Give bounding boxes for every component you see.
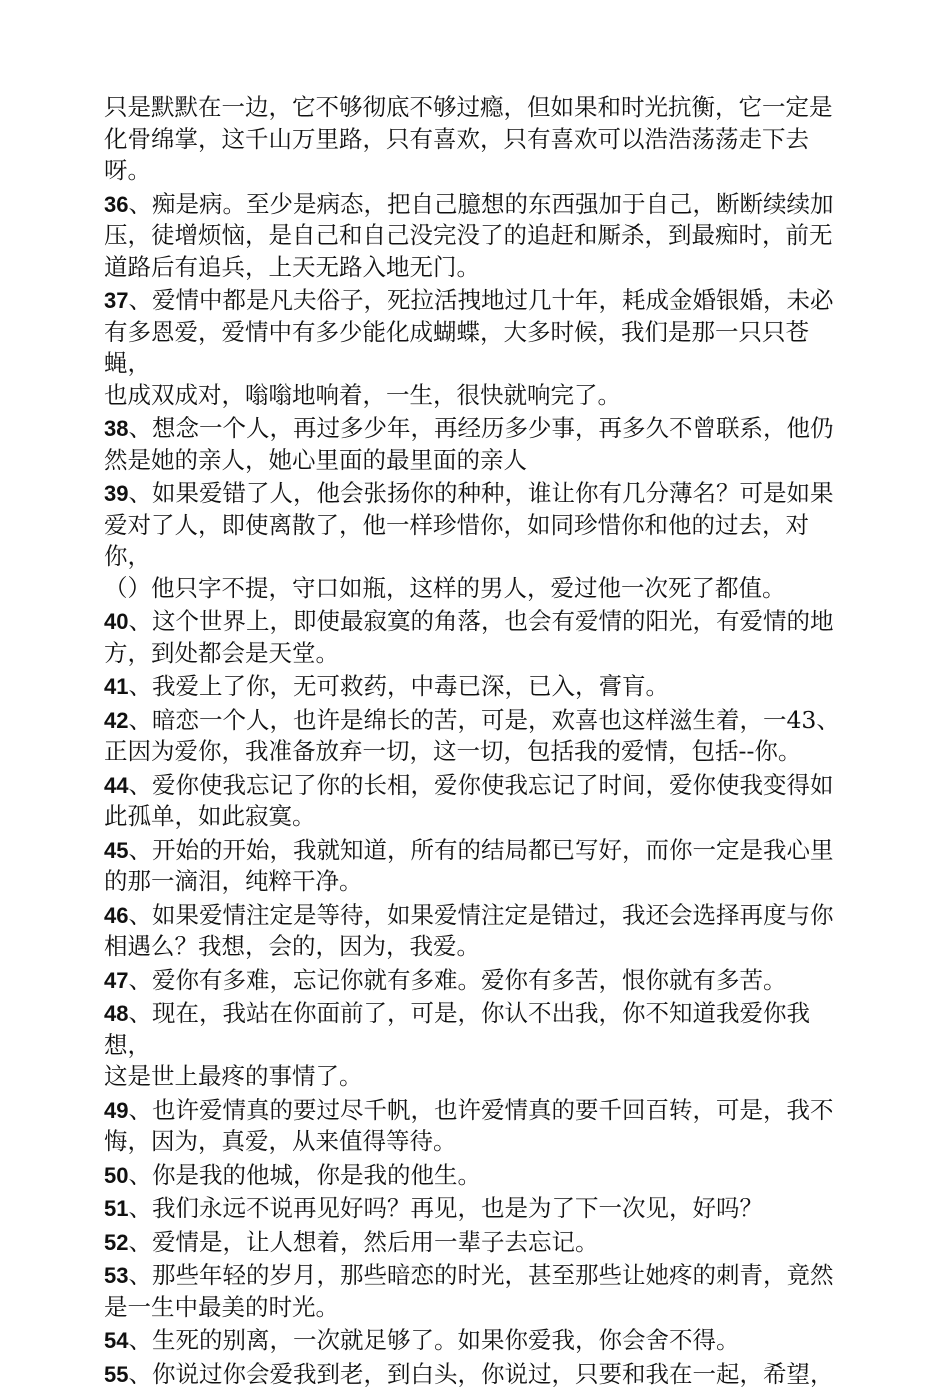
quote-paragraph [104, 998, 854, 1093]
quote-paragraph [104, 1160, 854, 1192]
quote-paragraph [104, 285, 854, 411]
quote-text: 、爱情是，让人想着，然后用一辈子去忘记。 [128, 1227, 599, 1256]
quote-number: 49 [104, 1097, 129, 1123]
quote-text: 、想念一个人，再过多少年，再经历多少事，再多久不曾联系，他仍 [128, 414, 834, 442]
quote-text: 爱对了人，即使离散了，他一样珍惜你，如同珍惜你和他的过去，对你， [104, 510, 809, 570]
quote-paragraph [104, 1095, 854, 1158]
quote-number: 53 [104, 1263, 129, 1288]
quote-number: 55 [104, 1361, 129, 1387]
paragraph-line [104, 124, 854, 187]
quote-text: 是一生中最美的时光。 [104, 1292, 339, 1321]
paragraph-line [104, 866, 854, 898]
paragraph-line [104, 1061, 854, 1093]
quote-text: 只是默默在一边，它不够彻底不够过瘾，但如果和时光抗衡，它一定是 [104, 93, 833, 121]
quote-paragraph [104, 1325, 854, 1357]
quote-number: 38 [104, 416, 129, 441]
paragraph-line [104, 1126, 854, 1158]
paragraph-line [104, 252, 854, 284]
quote-paragraph [104, 705, 854, 768]
quote-paragraph [104, 1359, 854, 1391]
quote-text: 、如果爱错了人，他会张扬你的种种，谁让你有几分薄名？可是如果 [128, 479, 834, 507]
quote-text: 正因为爱你，我准备放弃一切，这一切，包括我的爱情，包括--你。 [104, 737, 802, 765]
paragraph-line [104, 1227, 854, 1259]
quote-text: 、那些年轻的岁月，那些暗恋的时光，甚至那些让她疼的刺青，竟然 [128, 1261, 834, 1289]
quote-text: 、痴是病。至少是病态，把自己臆想的东西强加于自己，断断续续加 [128, 189, 834, 218]
paragraph-line [104, 638, 854, 670]
paragraph-line [104, 285, 854, 317]
paragraph-line [104, 736, 854, 768]
quote-number: 41 [104, 674, 129, 699]
paragraph-line [104, 705, 854, 737]
quote-text: 压，徒增烦恼，是自己和自己没完没了的追赶和厮杀，到最痴时，前无 [104, 221, 833, 249]
quote-paragraph [104, 671, 854, 703]
paragraph-line [104, 770, 854, 802]
quote-paragraph [104, 900, 854, 963]
quote-text: 、生死的别离，一次就足够了。如果你爱我，你会舍不得。 [128, 1326, 740, 1354]
quote-text: 方，到处都会是天堂。 [104, 638, 339, 667]
quote-number: 47 [104, 967, 129, 993]
quote-number: 44 [104, 772, 129, 798]
quote-text: 这是世上最疼的事情了。 [104, 1062, 363, 1090]
paragraph-line [104, 606, 854, 638]
quote-text: 、开始的开始，我就知道，所有的结局都已写好，而你一定是我心里 [128, 835, 834, 864]
paragraph-line [104, 317, 854, 380]
paragraph-line [104, 510, 854, 573]
quote-text: 、你说过你会爱我到老，到白头，你说过，只要和我在一起，希望， [128, 1359, 834, 1388]
quote-text: （）他只字不提，守口如瓶，这样的男人，爱过他一次死了都值。 [104, 573, 786, 602]
quote-paragraph [104, 965, 854, 997]
quote-paragraph [104, 189, 854, 284]
paragraph-line [104, 1325, 854, 1357]
quote-text: 然是她的亲人，她心里面的最里面的亲人 [104, 445, 527, 474]
quote-number: 36 [104, 191, 129, 217]
quote-number: 37 [104, 288, 129, 313]
paragraph-line [104, 478, 854, 510]
quote-text: 、这个世界上，即使最寂寞的角落，也会有爱情的阳光，有爱情的地 [128, 607, 834, 635]
quote-text: 、暗恋一个人，也许是绵长的苦，可是，欢喜也这样滋生着，一43、 [128, 705, 840, 734]
quote-text: 、你是我的他城，你是我的他生。 [128, 1160, 481, 1189]
quote-text: 、也许爱情真的要过尽千帆，也许爱情真的要千回百转，可是，我不 [128, 1095, 834, 1124]
quote-paragraph [104, 1227, 854, 1259]
quote-text: 也成双成对，嗡嗡地响着，一生，很快就响完了。 [104, 380, 621, 409]
quote-text: 的那一滴泪，纯粹干净。 [104, 867, 363, 895]
paragraph-line [104, 573, 854, 605]
document-body [104, 92, 854, 1392]
paragraph-line [104, 998, 854, 1061]
quote-text: 相遇么？我想，会的，因为，我爱。 [104, 932, 480, 960]
quote-number: 51 [104, 1196, 129, 1221]
paragraph-line [104, 189, 854, 221]
paragraph-line [104, 1292, 854, 1324]
paragraph-line [104, 380, 854, 412]
paragraph-line [104, 1260, 854, 1292]
quote-paragraph [104, 413, 854, 476]
quote-text: 、爱你有多难，忘记你就有多难。爱你有多苦，恨你就有多苦。 [128, 965, 787, 994]
paragraph-line [104, 413, 854, 445]
quote-paragraph [104, 1260, 854, 1323]
quote-text: 悔，因为，真爱，从来值得等待。 [104, 1127, 457, 1155]
quote-text: 、我爱上了你，无可救药，中毒已深，已入，膏肓。 [128, 672, 669, 700]
quote-text: 化骨绵掌，这千山万里路，只有喜欢，只有喜欢可以浩浩荡荡走下去呀。 [104, 124, 809, 184]
quote-number: 45 [104, 837, 129, 863]
quote-text: 、我们永远不说再见好吗？再见，也是为了下一次见，好吗？ [128, 1194, 763, 1222]
paragraph-line [104, 671, 854, 703]
paragraph-line [104, 931, 854, 963]
paragraph-line [104, 220, 854, 252]
paragraph-line [104, 965, 854, 997]
quote-paragraph [104, 835, 854, 898]
paragraph-line [104, 1193, 854, 1225]
quote-text: 、爱情中都是凡夫俗子，死拉活拽地过几十年，耗成金婚银婚，未必 [128, 286, 834, 314]
quote-paragraph [104, 1193, 854, 1225]
paragraph-line [104, 1359, 854, 1391]
quote-paragraph [104, 478, 854, 604]
quote-number: 54 [104, 1328, 129, 1353]
quote-number: 46 [104, 902, 129, 928]
quote-number: 40 [104, 609, 129, 634]
quote-text: 此孤单，如此寂寞。 [104, 802, 316, 830]
quote-text: 有多恩爱，爱情中有多少能化成蝴蝶，大多时候，我们是那一只只苍蝇， [104, 317, 809, 377]
paragraph-line [104, 445, 854, 477]
quote-number: 50 [104, 1162, 129, 1188]
quote-number: 42 [104, 707, 129, 733]
paragraph-line [104, 835, 854, 867]
quote-text: 、如果爱情注定是等待，如果爱情注定是错过，我还会选择再度与你 [128, 900, 834, 929]
quote-number: 39 [104, 481, 129, 506]
paragraph-line [104, 1160, 854, 1192]
quote-text: 、爱你使我忘记了你的长相，爱你使我忘记了时间，爱你使我变得如 [128, 770, 834, 799]
quote-number: 48 [104, 1001, 129, 1026]
quote-text: 、现在，我站在你面前了，可是，你认不出我，你不知道我爱你我想， [104, 999, 810, 1059]
paragraph-line [104, 92, 854, 124]
quote-text: 道路后有追兵，上天无路入地无门。 [104, 252, 480, 281]
paragraph-line [104, 801, 854, 833]
paragraph-line [104, 1095, 854, 1127]
quote-paragraph [104, 92, 854, 187]
quote-paragraph [104, 606, 854, 669]
paragraph-line [104, 900, 854, 932]
quote-paragraph [104, 770, 854, 833]
quote-number: 52 [104, 1229, 129, 1255]
